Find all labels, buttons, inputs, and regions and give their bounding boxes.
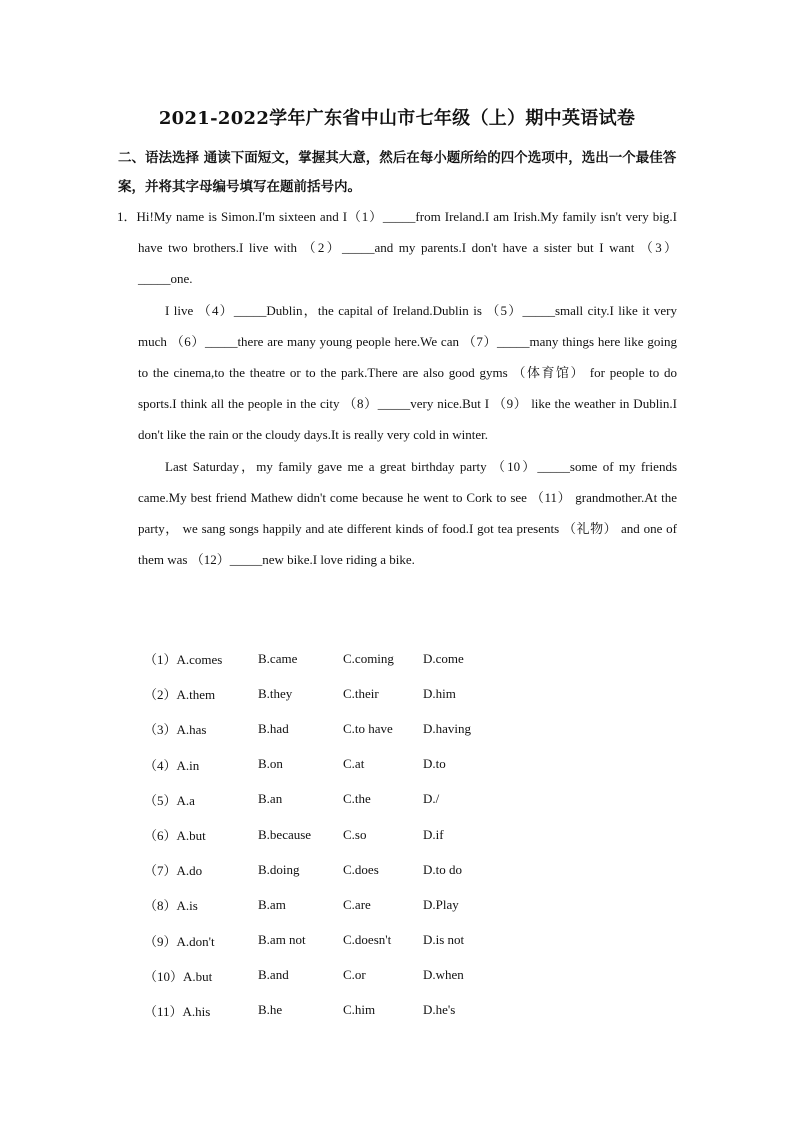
option-d: D.to: [423, 756, 446, 772]
option-d: D.if: [423, 826, 444, 842]
option-c: C.doesn't: [343, 932, 392, 948]
paragraph-text: Hi!My name is Simon.I'm sixteen and I（1）_____from Ireland.I am Irish.My family isn't very big.I have two brothers.I live with （2）_____and my parents.I don't have a sister but I want （3）_____one.: [136, 209, 677, 287]
option-a: （10）A.but: [144, 968, 213, 984]
reading-passage: [117, 201, 677, 575]
option-b: B.on: [258, 756, 283, 772]
option-d: D.is not: [423, 932, 465, 948]
option-b: B.they: [258, 685, 293, 701]
answer-options-list: [144, 641, 503, 1028]
option-a: （4）A.in: [144, 757, 200, 773]
option-c: C.or: [343, 967, 366, 983]
section-heading: 二、语法选择 通读下面短文，掌握其大意，然后在每小题所给的四个选项中，选出一个最佳答案，并将其字母编号填写在题前括号内。: [118, 150, 677, 195]
option-row: [144, 923, 503, 958]
option-d: D.to do: [423, 861, 462, 877]
option-d: D.Play: [423, 896, 459, 912]
option-b: B.an: [258, 791, 283, 807]
option-c: C.the: [343, 791, 371, 807]
option-b: B.had: [258, 720, 289, 736]
option-row: [144, 887, 503, 922]
option-a: （7）A.do: [144, 863, 203, 879]
option-b: B.doing: [258, 861, 300, 877]
document-title: 2021-2022学年广东省中山市七年级（上）期中英语试卷: [158, 108, 636, 129]
option-d: D.he's: [423, 1002, 456, 1018]
option-row: [144, 782, 503, 817]
option-a: （9）A.don't: [144, 933, 215, 949]
option-b: B.am: [258, 896, 286, 912]
option-a: （5）A.a: [144, 792, 195, 808]
option-c: C.coming: [343, 650, 394, 666]
option-row: [144, 958, 503, 993]
option-b: B.and: [258, 967, 289, 983]
question-number: 1．: [117, 209, 137, 224]
option-c: C.does: [343, 861, 379, 877]
option-c: C.so: [343, 826, 367, 842]
option-a: （6）A.but: [144, 828, 206, 844]
passage-paragraph: I live （4）_____Dublin，the capital of Ireland.Dublin is （5）_____small city.I like it very much （6）_____there are many young people here.We can （7）_____many things here like going to the cinema,to the theatre or to the park.There are also good gyms （体育馆） for people to do sports.I think all the people in the city （8）_____very nice.But I （9） like the weather in Dublin.I don't like the rain or the cloudy days.It is really very cold in winter.: [138, 302, 677, 443]
option-c: C.their: [343, 685, 379, 701]
option-c: C.at: [343, 756, 365, 772]
option-d: D./: [423, 791, 440, 807]
option-row: [144, 993, 503, 1028]
option-b: B.am not: [258, 932, 306, 948]
option-c: C.to have: [343, 720, 393, 736]
option-d: D.him: [423, 685, 456, 701]
option-row: [144, 747, 503, 782]
passage-paragraph: [117, 201, 677, 295]
option-b: B.came: [258, 650, 298, 666]
option-a: （8）A.is: [144, 898, 198, 914]
option-a: （1）A.comes: [144, 652, 223, 668]
option-a: （2）A.them: [144, 687, 216, 703]
option-c: C.are: [343, 896, 371, 912]
option-row: [144, 676, 503, 711]
option-c: C.him: [343, 1002, 376, 1018]
option-d: D.come: [423, 650, 464, 666]
option-b: B.he: [258, 1002, 283, 1018]
option-row: [144, 852, 503, 887]
option-d: D.having: [423, 720, 472, 736]
passage-paragraph: Last Saturday，my family gave me a great birthday party （10）_____some of my friends came.My best friend Mathew didn't come because he went to Cork to see （11） grandmother.At the party， we sang songs happily and ate different kinds of food.I got tea presents （礼物） and one of them was （12）_____new bike.I love riding a bike.: [138, 458, 677, 568]
option-row: [144, 641, 503, 676]
option-b: B.because: [258, 826, 312, 842]
option-a: （11）A.his: [144, 1003, 211, 1019]
option-d: D.when: [423, 967, 464, 983]
option-row: [144, 817, 503, 852]
option-row: [144, 711, 503, 746]
option-a: （3）A.has: [144, 722, 207, 738]
